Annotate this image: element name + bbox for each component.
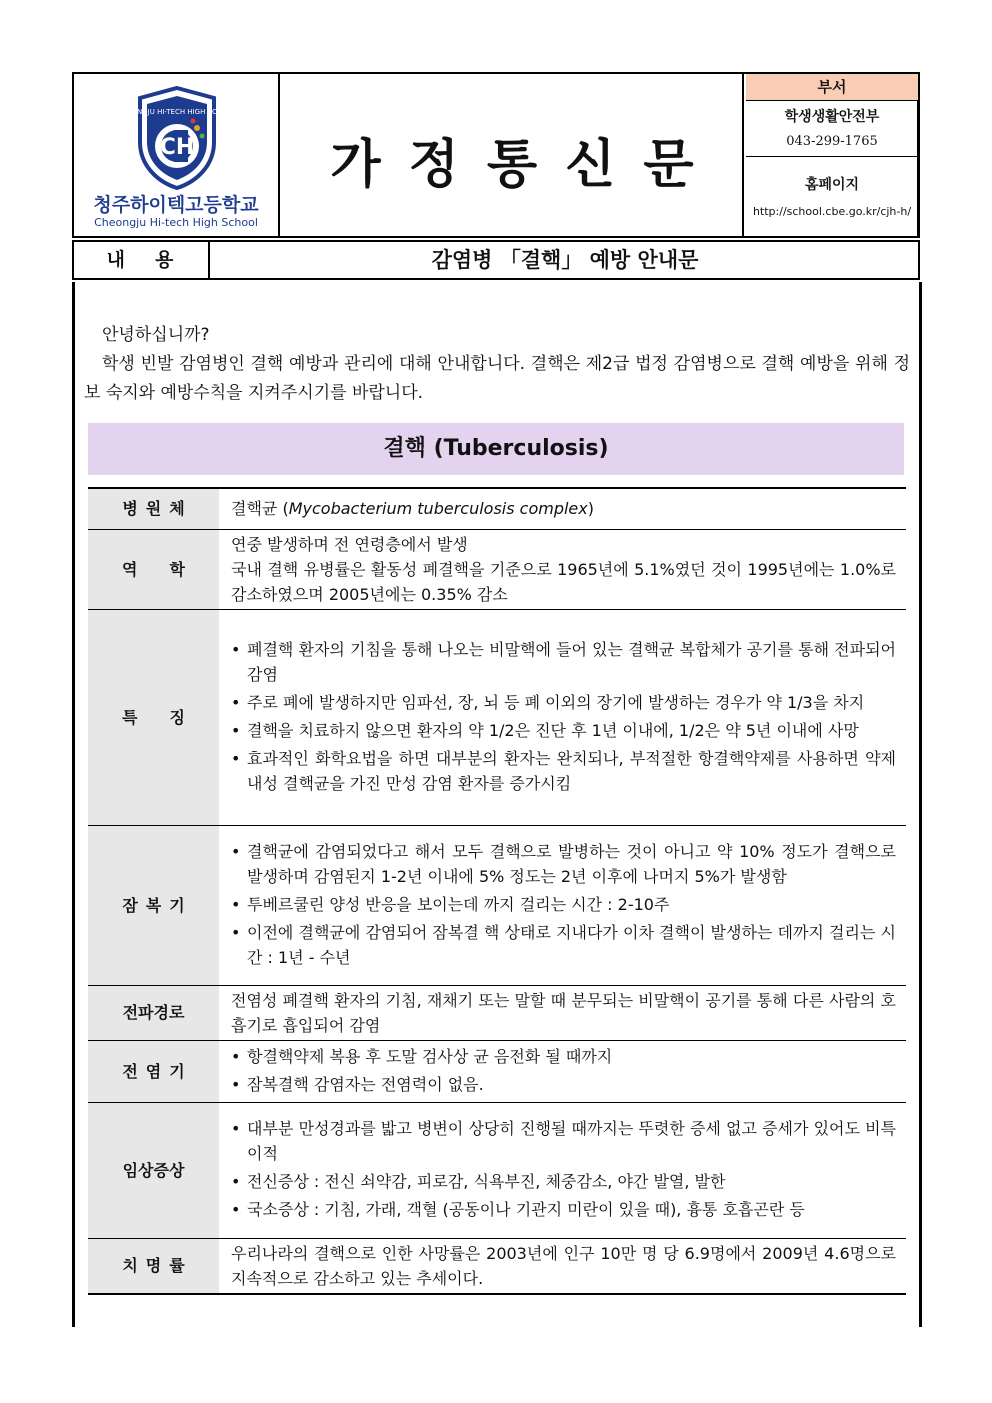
school-logo-cell <box>74 74 280 236</box>
features-value <box>219 609 906 825</box>
pathogen-value <box>219 488 906 529</box>
logo-caption: CHEONGJU HI-TECH HIGH SCHOOL <box>116 108 238 116</box>
list-item: • 효과적인 화학요법을 하면 대부분의 환자는 완치되나, 부적절한 항결핵약제를 사용하면 약제내성 결핵균을 가진 만성 감염 환자를 증가시킴 <box>231 746 896 796</box>
label-text: 전염기 <box>122 1061 193 1081</box>
page-title: 가정통신문 <box>330 134 722 195</box>
row-label-features <box>88 609 219 825</box>
list-item: • 항결핵약제 복용 후 도말 검사상 균 음전화 될 때까지 <box>231 1044 896 1069</box>
content-title: 감염병 「결핵」 예방 안내문 <box>431 248 699 272</box>
department-cell <box>746 74 918 236</box>
epidemiology-value <box>219 529 906 609</box>
incubation-value <box>219 825 906 985</box>
list-item: • 이전에 결핵균에 감염되어 잠복결 핵 상태로 지내다가 이차 결핵이 발생하는 데까지 걸리는 시간 : 1년 - 수년 <box>231 920 896 970</box>
row-label-epidemiology <box>88 529 219 609</box>
school-name-ko: 청주하이텍고등학교 <box>93 194 259 216</box>
list-item: • 잠복결핵 감염자는 전염력이 없음. <box>231 1072 896 1097</box>
content-label: 내용 <box>74 242 210 278</box>
tuberculosis-info-table <box>88 487 906 1295</box>
logo-letters: CH <box>159 135 195 160</box>
department-phone: 043-299-1765 <box>786 134 878 149</box>
label-text: 특징 <box>122 707 217 727</box>
department-name: 학생생활안전부 <box>784 109 880 125</box>
epidemiology-line: 국내 결핵 유병률은 활동성 폐결핵을 기준으로 1965년에 5.1%였던 것이 1995년에는 1.0%로 감소하였으며 2005년에는 0.35% 감소 <box>231 559 896 604</box>
pathogen-prefix: 결핵균 ( <box>231 499 289 519</box>
list-item: • 결핵을 치료하지 않으면 환자의 약 1/2은 진단 후 1년 이내에, 1/2은 약 5년 이내에 사망 <box>231 718 896 743</box>
row-label-contagious-period <box>88 1040 219 1102</box>
row-label-pathogen <box>88 488 219 529</box>
row-label-fatality <box>88 1238 219 1294</box>
intro-text: 학생 빈발 감염병인 결핵 예방과 관리에 대해 안내합니다. 결핵은 제2급 법정 감염병으로 결핵 예방을 위해 정보 숙지와 예방수칙을 지켜주시기를 바랍니다. <box>84 354 910 403</box>
homepage-label: 홈페이지 <box>804 177 860 193</box>
department-label: 부서 <box>746 74 918 101</box>
table-row <box>88 529 906 609</box>
row-label-transmission <box>88 985 219 1040</box>
school-name-en: Cheongju Hi-tech High School <box>94 216 258 229</box>
label-text: 치명률 <box>122 1256 193 1275</box>
department-divider <box>746 156 918 157</box>
symptoms-value <box>219 1102 906 1238</box>
pathogen-latin-name: Mycobacterium tuberculosis complex <box>288 499 588 519</box>
label-text: 전파경로 <box>122 1003 185 1022</box>
list-item: • 대부분 만성경과를 밟고 병변이 상당히 진행될 때까지는 뚜렷한 증세 없고 증세가 있어도 비특이적 <box>231 1116 896 1166</box>
label-text: 역학 <box>122 559 217 579</box>
fatality-value: 우리나라의 결핵으로 인한 사망률은 2003년에 인구 10만 명 당 6.9명에서 2009년 4.6명으로 지속적으로 감소하고 있는 추세이다. <box>219 1238 906 1294</box>
label-text: 병원체 <box>122 499 193 519</box>
section-banner: 결핵 (Tuberculosis) <box>88 423 904 475</box>
list-item: • 국소증상 : 기침, 가래, 객혈 (공동이나 기관지 미란이 있을 때), 흉통 호흡곤란 등 <box>231 1197 896 1222</box>
table-row <box>88 609 906 825</box>
table-row <box>88 985 906 1040</box>
pathogen-suffix: ) <box>587 499 594 519</box>
list-item: • 투베르쿨린 양성 반응을 보이는데 까지 걸리는 시간 : 2-10주 <box>231 892 896 917</box>
contagious-period-value <box>219 1040 906 1102</box>
label-text: 임상증상 <box>122 1160 185 1180</box>
table-row <box>88 488 906 529</box>
table-row <box>88 825 906 985</box>
list-item: • 폐결핵 환자의 기침을 통해 나오는 비말핵에 들어 있는 결핵균 복합체가 공기를 통해 전파되어 감염 <box>231 637 896 687</box>
title-cell <box>282 74 744 236</box>
greeting: 안녕하십니까? <box>102 325 210 345</box>
content-row <box>72 240 920 280</box>
transmission-value: 전염성 폐결핵 환자의 기침, 재채기 또는 말할 때 분무되는 비말핵이 공기를 통해 다른 사람의 호흡기로 흡입되어 감염 <box>219 985 906 1040</box>
list-item: • 주로 폐에 발생하지만 임파선, 장, 뇌 등 폐 이외의 장기에 발생하는 경우가 약 1/3을 차지 <box>231 690 896 715</box>
row-label-incubation <box>88 825 219 985</box>
homepage-link[interactable]: http://school.cbe.go.kr/cjh-h/ <box>752 205 912 218</box>
table-row <box>88 1102 906 1238</box>
table-row <box>88 1238 906 1294</box>
row-label-symptoms <box>88 1102 219 1238</box>
label-text: 잠복기 <box>122 895 193 915</box>
list-item: • 전신증상 : 전신 쇠약감, 피로감, 식욕부진, 체중감소, 야간 발열, 발한 <box>231 1169 896 1194</box>
epidemiology-line: 연중 발생하며 전 연령층에서 발생 <box>231 534 468 554</box>
table-row <box>88 1040 906 1102</box>
list-item: • 결핵균에 감염되었다고 해서 모두 결핵으로 발병하는 것이 아니고 약 10% 정도가 결핵으로 발생하며 감염된지 1-2년 이내에 5% 정도는 2년 이후에 나머지 5%가 발생함 <box>231 839 896 889</box>
school-emblem-icon <box>116 84 238 192</box>
